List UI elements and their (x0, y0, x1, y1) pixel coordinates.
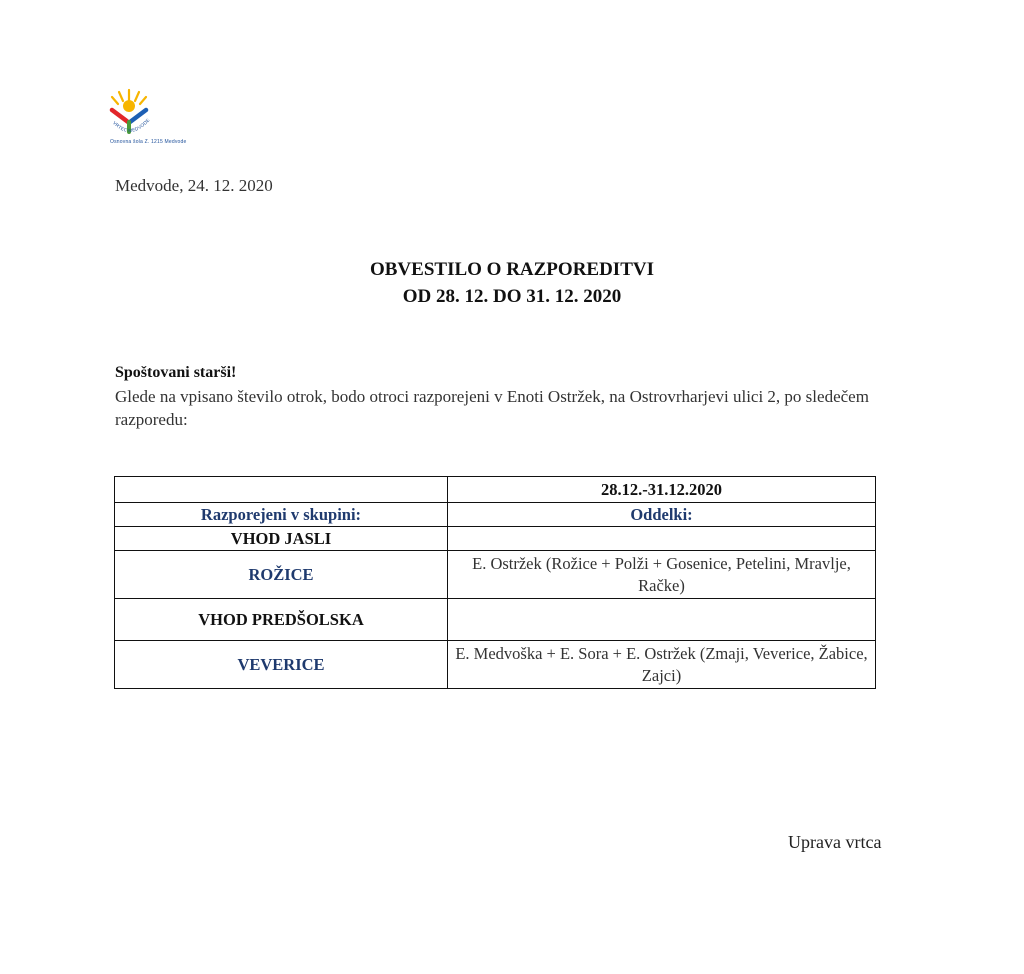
table-row (115, 477, 876, 503)
group-units: E. Medvoška + E. Sora + E. Ostržek (Zmaji, Veverice, Žabice, Zajci) (448, 641, 876, 689)
logo-caption: Osnovna šola Z. 1215 Medvode (110, 139, 187, 145)
table-row (115, 527, 876, 551)
greeting: Spoštovani starši! (115, 364, 237, 381)
logo-arc-text: VRTEC MEDVODE (111, 117, 151, 134)
entrance-label: VHOD JASLI (115, 527, 448, 551)
group-name: VEVERICE (115, 641, 448, 689)
schedule-table (114, 476, 876, 689)
units-column-header: Oddelki: (448, 503, 876, 527)
table-row (115, 599, 876, 641)
table-cell-empty (448, 599, 876, 641)
group-column-header: Razporejeni v skupini: (115, 503, 448, 527)
signature: Uprava vrtca (788, 832, 882, 852)
table-row (115, 641, 876, 689)
title-line-1: OBVESTILO O RAZPOREDITVI (369, 259, 654, 280)
table-row (115, 503, 876, 527)
letter-date: Medvode, 24. 12. 2020 (115, 176, 273, 195)
title-line-2: OD 28. 12. DO 31. 12. 2020 (402, 286, 622, 307)
table-cell-empty (448, 527, 876, 551)
page-title (0, 256, 1024, 310)
table-cell-empty (115, 477, 448, 503)
table-row (115, 551, 876, 599)
intro-paragraph: Glede na vpisano število otrok, bodo otroci razporejeni v Enoti Ostržek, na Ostrovrharjevi ulici 2, po sledečem razporedu: (115, 387, 869, 429)
group-name: ROŽICE (115, 551, 448, 599)
entrance-label: VHOD PREDŠOLSKA (115, 599, 448, 641)
date-header: 28.12.-31.12.2020 (448, 477, 876, 503)
group-units: E. Ostržek (Rožice + Polži + Gosenice, Petelini, Mravlje, Račke) (448, 551, 876, 599)
